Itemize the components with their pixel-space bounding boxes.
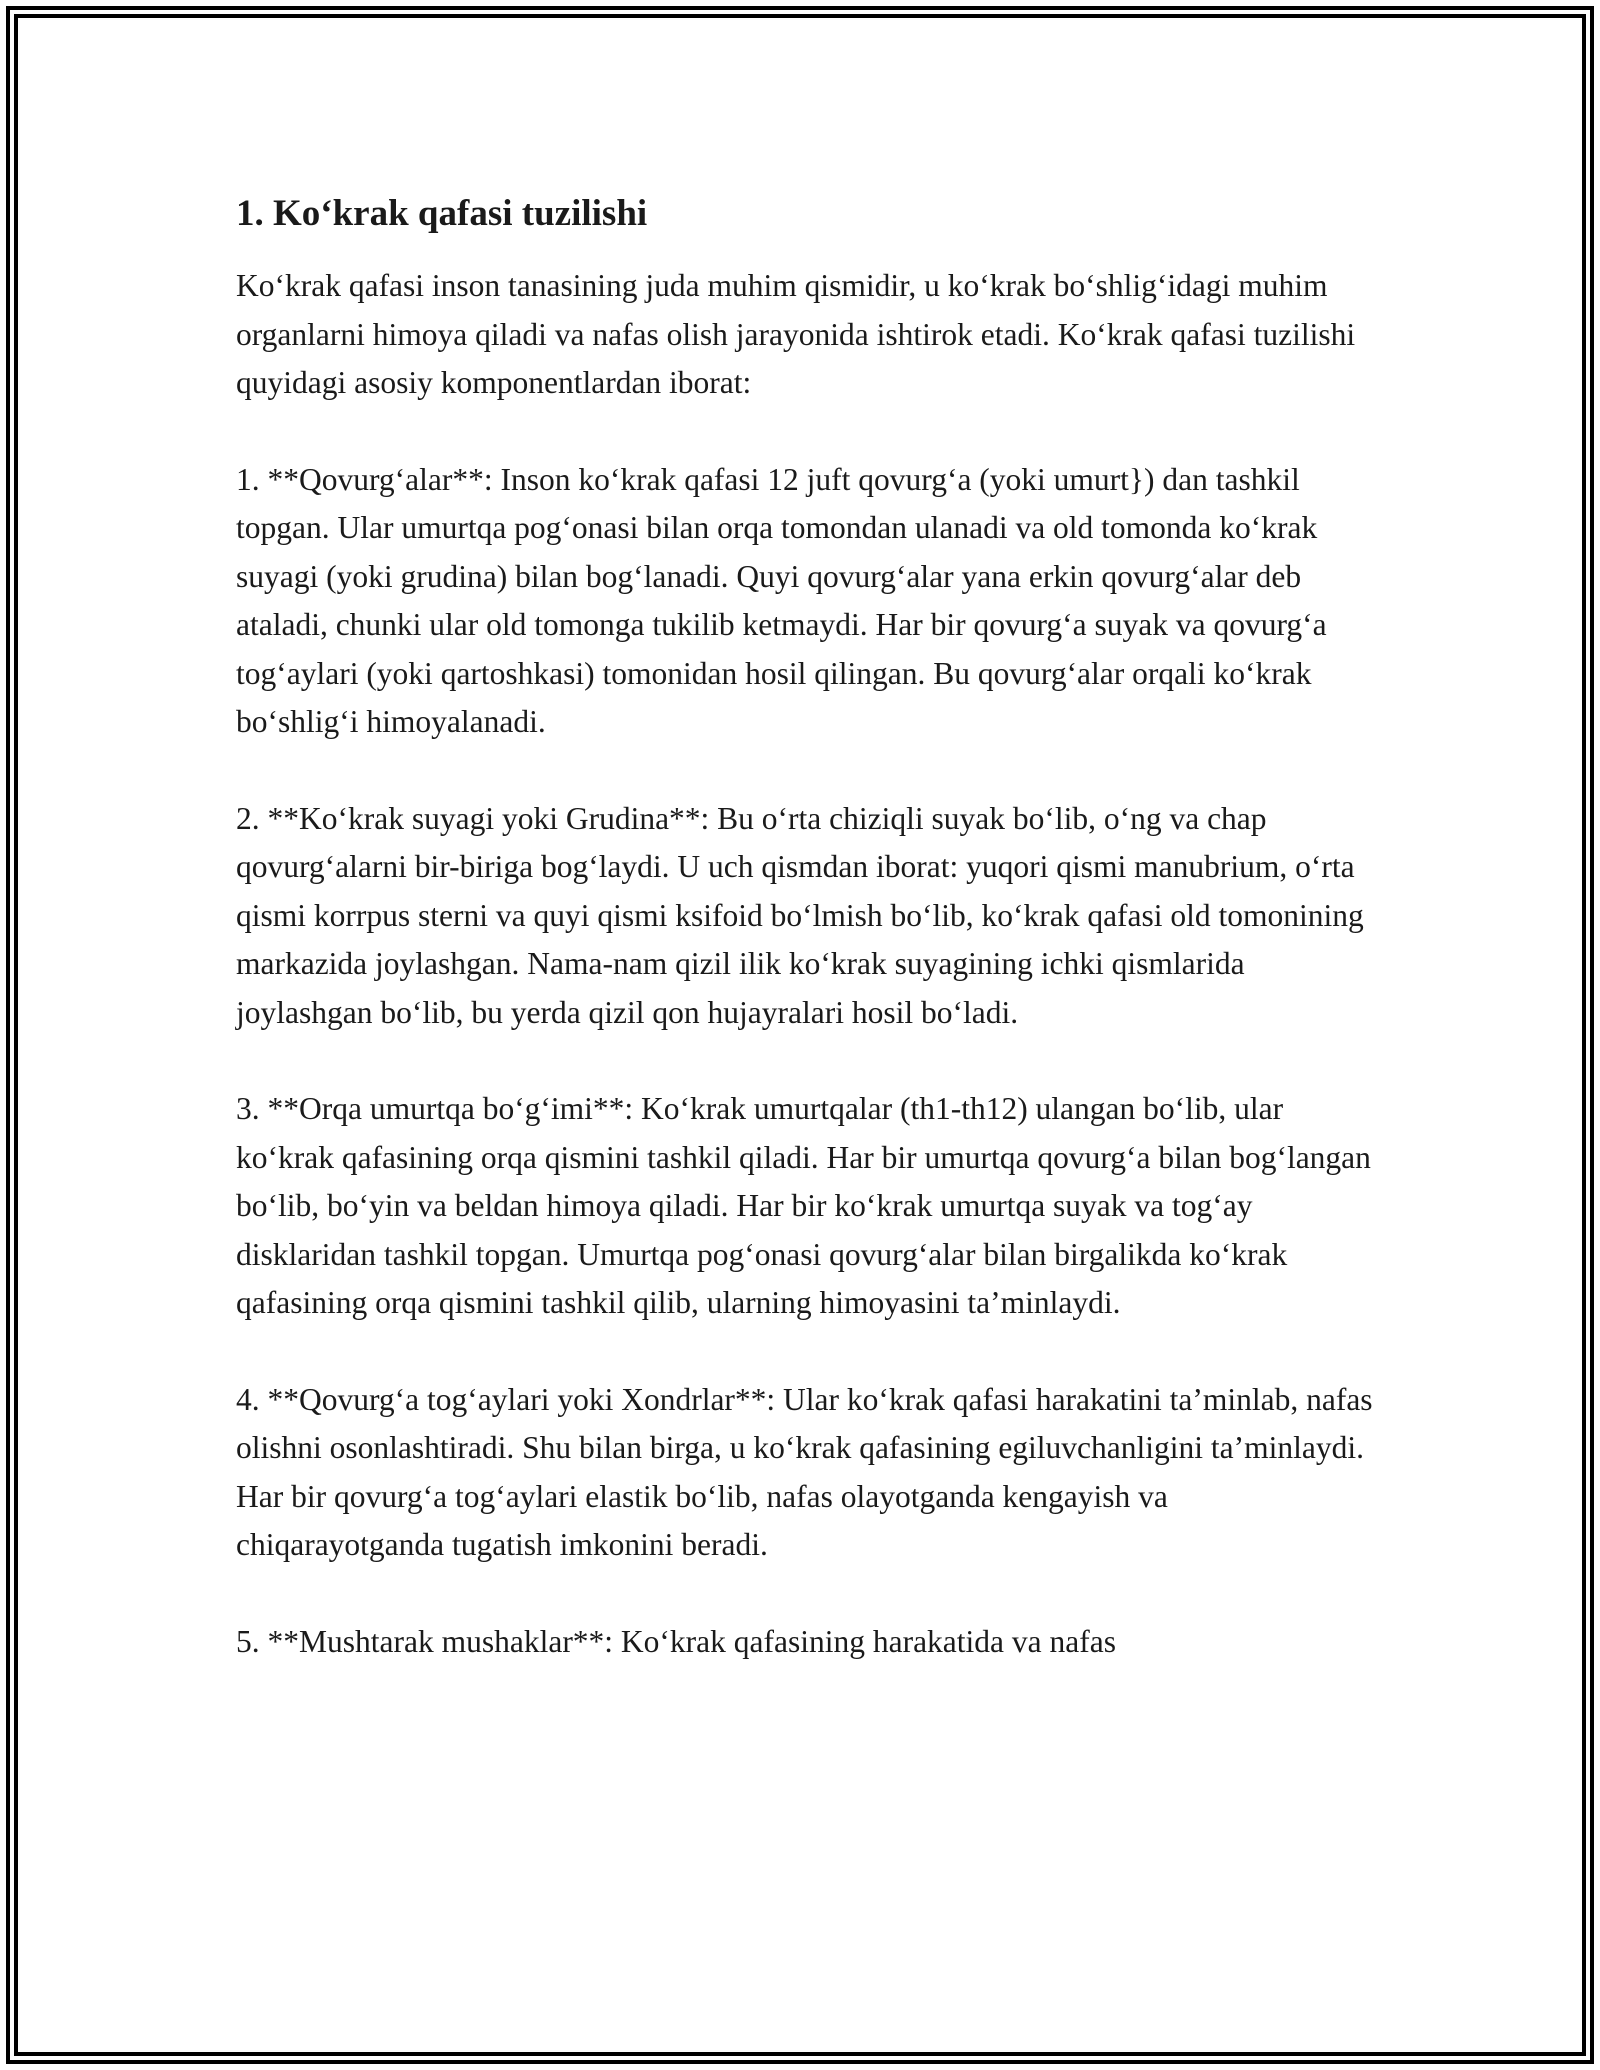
intro-paragraph: Ko‘krak qafasi inson tanasining juda muhim qismidir, u ko‘krak bo‘shlig‘idagi muhim organlarni himoya qiladi va nafas olish jarayonida ishtirok etadi. Ko‘krak qafasi tuzilishi quyidagi asosiy komponentlardan iborat: — [236, 268, 1356, 400]
page-title: 1. Ko‘krak qafasi tuzilishi — [236, 193, 648, 234]
list-item-sternum: 2. **Ko‘krak suyagi yoki Grudina**: Bu o‘rta chiziqli suyak bo‘lib, o‘ng va chap qovurg‘alarni bir-biriga bog‘laydi. U uch qismdan iborat: yuqori qismi manubrium, o‘rta qismi korrpus sterni va quyi qismi ksifoid bo‘lmish bo‘lib, ko‘krak qafasi old tomonining markazida joylashgan. Nama-nam qizil ilik ko‘krak suyagining ichki qismlarida joylashgan bo‘lib, bu yerda qizil qon hujayralari hosil bo‘ladi. — [236, 800, 1364, 1030]
document-page — [236, 186, 1376, 1714]
list-item-costal-cartilages: 4. **Qovurg‘a tog‘aylari yoki Xondrlar**: Ular ko‘krak qafasi harakatini ta’minlab, nafas olishni osonlashtiradi. Shu bilan birga, u ko‘krak qafasining egiluvchanligini ta’minlaydi. Har bir qovurg‘a tog‘aylari elastik bo‘lib, nafas olayotganda kengayish va chiqarayotganda tugatish imkonini beradi. — [236, 1381, 1373, 1562]
list-item-thoracic-spine: 3. **Orqa umurtqa bo‘g‘imi**: Ko‘krak umurtqalar (th1-th12) ulangan bo‘lib, ular ko‘krak qafasining orqa qismini tashkil qiladi. Har bir umurtqa qovurg‘a bilan bog‘langan bo‘lib, bo‘yin va beldan himoya qiladi. Har bir ko‘krak umurtqa suyak va tog‘ay disklaridan tashkil topgan. Umurtqa pog‘onasi qovurg‘alar bilan birgalikda ko‘krak qafasining orqa qismini tashkil qilib, ularning himoyasini ta’minlaydi. — [236, 1091, 1371, 1320]
list-item-muscles: 5. **Mushtarak mushaklar**: Ko‘krak qafasining harakatida va nafas — [236, 1623, 1116, 1659]
list-item-ribs: 1. **Qovurg‘alar**: Inson ko‘krak qafasi 12 juft qovurg‘a (yoki umurt}) dan tashkil topgan. Ular umurtqa pog‘onasi bilan orqa tomondan ulanadi va old tomonda ko‘krak suyagi (yoki grudina) bilan bog‘lanadi. Quyi qovurg‘alar yana erkin qovurg‘alar deb ataladi, chunki ular old tomonga tukilib ketmaydi. Har bir qovurg‘a suyak va qovurg‘a tog‘aylari (yoki qartoshkasi) tomonidan hosil qilingan. Bu qovurg‘alar orqali ko‘krak bo‘shlig‘i himoyalanadi. — [236, 461, 1327, 739]
